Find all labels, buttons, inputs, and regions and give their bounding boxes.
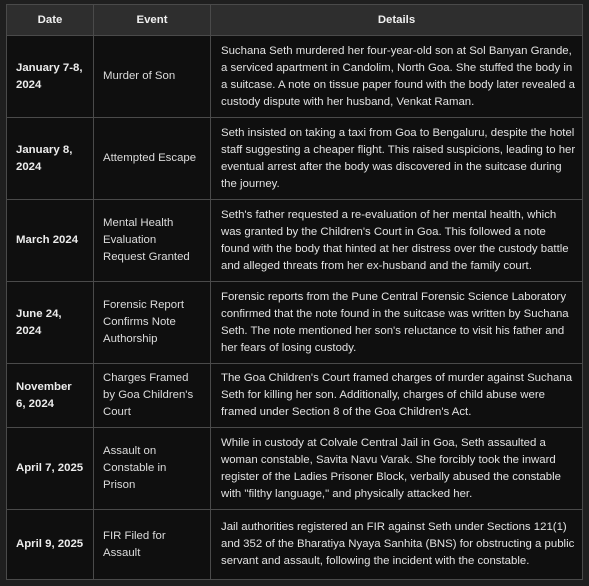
- table-row: [7, 428, 583, 510]
- details-cell: Seth insisted on taking a taxi from Goa to Bengaluru, despite the hotel staff suggesting a cheaper flight. This raised suspicions, leading to her eventual arrest after the body was discovered in the suitcase during the journey.: [211, 118, 583, 200]
- table-row: [7, 118, 583, 200]
- details-cell: Suchana Seth murdered her four-year-old son at Sol Banyan Grande, a serviced apartment in Candolim, North Goa. She stuffed the body in a suitcase. A note on tissue paper found with the body later revealed a custody dispute with her husband, Venkat Raman.: [211, 36, 583, 118]
- column-header-details: Details: [211, 5, 583, 36]
- event-cell: Forensic Report Confirms Note Authorship: [94, 282, 211, 364]
- column-header-date: Date: [7, 5, 94, 36]
- event-cell: Murder of Son: [94, 36, 211, 118]
- event-cell: Attempted Escape: [94, 118, 211, 200]
- event-cell: Mental Health Evaluation Request Granted: [94, 200, 211, 282]
- event-cell: Charges Framed by Goa Children's Court: [94, 364, 211, 428]
- timeline-table: [6, 4, 583, 580]
- timeline-table-container: [6, 4, 582, 580]
- table-row: [7, 510, 583, 580]
- date-cell: March 2024: [7, 200, 94, 282]
- details-cell: While in custody at Colvale Central Jail in Goa, Seth assaulted a woman constable, Savita Navu Varak. She forcibly took the inward register of the Ladies Prisoner Block, verbally abused the constable with "filthy language," and physically attacked her.: [211, 428, 583, 510]
- event-cell: FIR Filed for Assault: [94, 510, 211, 580]
- table-row: [7, 282, 583, 364]
- details-cell: Jail authorities registered an FIR against Seth under Sections 121(1) and 352 of the Bharatiya Nyaya Sanhita (BNS) for obstructing a public servant and assault, following the incident with the constable.: [211, 510, 583, 580]
- date-cell: November 6, 2024: [7, 364, 94, 428]
- table-row: [7, 200, 583, 282]
- details-cell: Forensic reports from the Pune Central Forensic Science Laboratory confirmed that the note found in the suitcase was written by Suchana Seth. The note mentioned her son's reluctance to visit his father and her fears of losing custody.: [211, 282, 583, 364]
- table-row: [7, 364, 583, 428]
- column-header-event: Event: [94, 5, 211, 36]
- table-header-row: [7, 5, 583, 36]
- date-cell: January 8, 2024: [7, 118, 94, 200]
- date-cell: April 7, 2025: [7, 428, 94, 510]
- date-cell: January 7-8, 2024: [7, 36, 94, 118]
- date-cell: April 9, 2025: [7, 510, 94, 580]
- table-row: [7, 36, 583, 118]
- details-cell: The Goa Children's Court framed charges of murder against Suchana Seth for killing her son. Additionally, charges of child abuse were framed under Section 8 of the Goa Children's Act.: [211, 364, 583, 428]
- event-cell: Assault on Constable in Prison: [94, 428, 211, 510]
- date-cell: June 24, 2024: [7, 282, 94, 364]
- details-cell: Seth's father requested a re-evaluation of her mental health, which was granted by the Children's Court in Goa. This followed a note found with the body that hinted at her distress over the custody battle and alleged threats from her ex-husband and the family court.: [211, 200, 583, 282]
